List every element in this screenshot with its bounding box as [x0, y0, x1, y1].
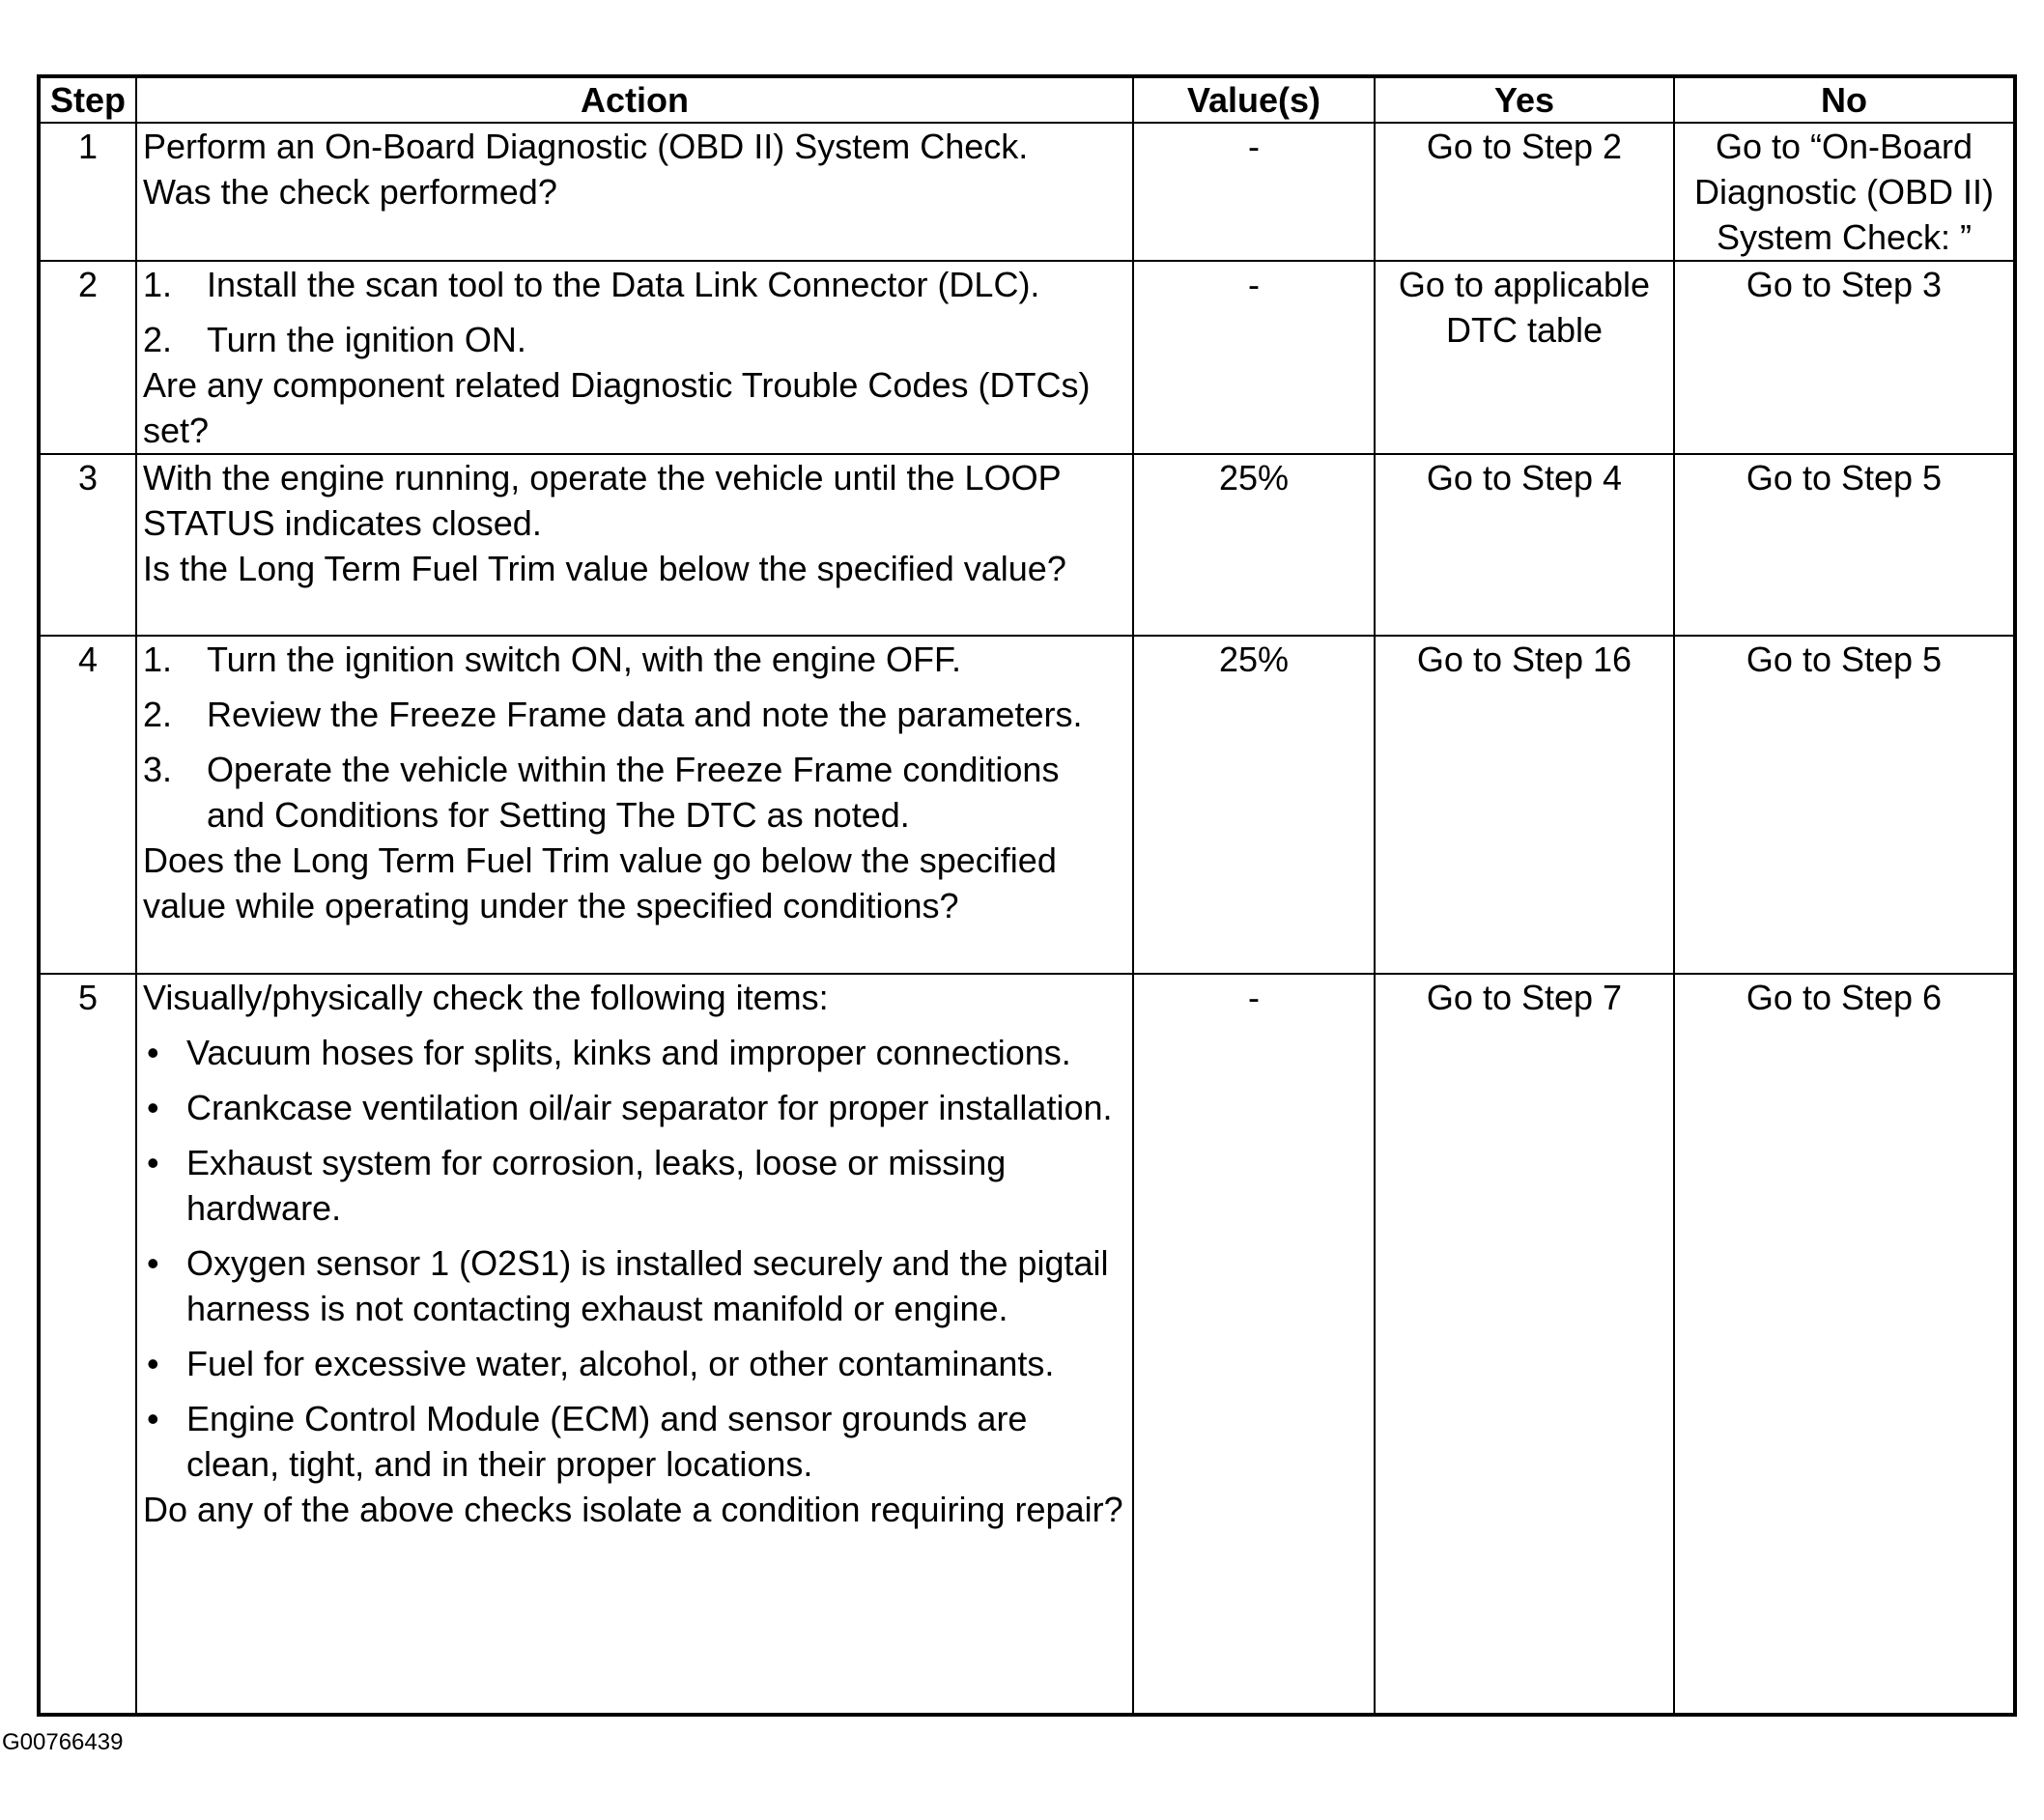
header-step: Step: [39, 76, 136, 123]
step-text: Install the scan tool to the Data Link Connector (DLC).: [207, 265, 1040, 304]
action-question: Does the Long Term Fuel Trim value go below the specified value while operating under the specified conditions?: [143, 840, 1057, 925]
step-number: 5: [39, 974, 136, 1715]
table-header-row: [39, 76, 2015, 123]
step-text: Turn the ignition switch ON, with the engine OFF.: [207, 640, 962, 679]
bullet-glyph: •: [147, 1243, 159, 1283]
bullet-glyph: •: [147, 1344, 159, 1383]
yes-cell: Go to Step 7: [1375, 974, 1674, 1715]
step-number: 4: [39, 636, 136, 974]
no-cell: Go to Step 5: [1674, 636, 2015, 974]
step-index: 2.: [143, 695, 173, 734]
table-row: [39, 974, 2015, 1715]
action-cell: [136, 123, 1133, 261]
no-cell: Go to Step 5: [1674, 454, 2015, 636]
checklist-text: Exhaust system for corrosion, leaks, loose or missing hardware.: [186, 1143, 1007, 1228]
yes-cell: Go to Step 4: [1375, 454, 1674, 636]
checklist-text: Engine Control Module (ECM) and sensor grounds are clean, tight, and in their proper locations.: [186, 1399, 1028, 1484]
step-index: 3.: [143, 750, 173, 789]
action-question: Do any of the above checks isolate a condition requiring repair?: [143, 1490, 1123, 1529]
action-intro: Visually/physically check the following items:: [143, 978, 829, 1017]
no-cell: Go to Step 6: [1674, 974, 2015, 1715]
yes-cell: Go to Step 2: [1375, 123, 1674, 261]
table-row: [39, 261, 2015, 454]
table-row: [39, 454, 2015, 636]
action-question: Was the check performed?: [143, 172, 557, 212]
no-cell: Go to “On-Board Diagnostic (OBD II) System Check: ”: [1674, 123, 2015, 261]
numbered-step: [143, 317, 1126, 362]
bullet-glyph: •: [147, 1143, 159, 1182]
numbered-step: [143, 747, 1126, 838]
checklist-item: [143, 1341, 1126, 1386]
checklist-text: Vacuum hoses for splits, kinks and improper connections.: [186, 1033, 1071, 1072]
action-question: Is the Long Term Fuel Trim value below the specified value?: [143, 549, 1066, 588]
checklist-item: [143, 1240, 1126, 1331]
header-no: No: [1674, 76, 2015, 123]
action-text: Perform an On-Board Diagnostic (OBD II) System Check.: [143, 127, 1029, 166]
step-index: 1.: [143, 265, 173, 304]
step-index: 1.: [143, 640, 173, 679]
header-yes: Yes: [1375, 76, 1674, 123]
checklist-text: Fuel for excessive water, alcohol, or other contaminants.: [186, 1344, 1055, 1383]
numbered-step: [143, 637, 1126, 682]
checklist-item: [143, 1085, 1126, 1130]
action-text: With the engine running, operate the vehicle until the LOOP STATUS indicates closed.: [143, 458, 1061, 543]
step-number: 3: [39, 454, 136, 636]
step-index: 2.: [143, 320, 173, 359]
step-text: Review the Freeze Frame data and note the parameters.: [207, 695, 1083, 734]
table-row: [39, 636, 2015, 974]
yes-cell: Go to Step 16: [1375, 636, 1674, 974]
bullet-glyph: •: [147, 1088, 159, 1127]
action-cell: [136, 261, 1133, 454]
table-row: [39, 123, 2015, 261]
action-cell: [136, 636, 1133, 974]
action-cell: [136, 974, 1133, 1715]
step-text: Turn the ignition ON.: [207, 320, 526, 359]
header-values: Value(s): [1133, 76, 1375, 123]
bullet-glyph: •: [147, 1399, 159, 1438]
value-cell: 25%: [1133, 454, 1375, 636]
step-number: 2: [39, 261, 136, 454]
value-cell: 25%: [1133, 636, 1375, 974]
value-cell: -: [1133, 123, 1375, 261]
bullet-glyph: •: [147, 1033, 159, 1072]
checklist-item: [143, 1030, 1126, 1075]
figure-reference-id: G00766439: [2, 1729, 124, 1755]
action-cell: [136, 454, 1133, 636]
action-question: Are any component related Diagnostic Trouble Codes (DTCs) set?: [143, 365, 1091, 450]
value-cell: -: [1133, 974, 1375, 1715]
checklist-text: Crankcase ventilation oil/air separator for proper installation.: [186, 1088, 1113, 1127]
no-cell: Go to Step 3: [1674, 261, 2015, 454]
step-text: Operate the vehicle within the Freeze Frame conditions and Conditions for Setting The DTC as noted.: [207, 750, 1060, 835]
numbered-step: [143, 692, 1126, 737]
checklist-item: [143, 1396, 1126, 1487]
numbered-step: [143, 262, 1126, 307]
checklist-item: [143, 1140, 1126, 1231]
yes-cell: Go to applicable DTC table: [1375, 261, 1674, 454]
value-cell: -: [1133, 261, 1375, 454]
header-action: Action: [136, 76, 1133, 123]
step-number: 1: [39, 123, 136, 261]
checklist-text: Oxygen sensor 1 (O2S1) is installed securely and the pigtail harness is not contacting exhaust manifold or engine.: [186, 1243, 1109, 1328]
diagnostic-table: [37, 74, 2017, 1717]
